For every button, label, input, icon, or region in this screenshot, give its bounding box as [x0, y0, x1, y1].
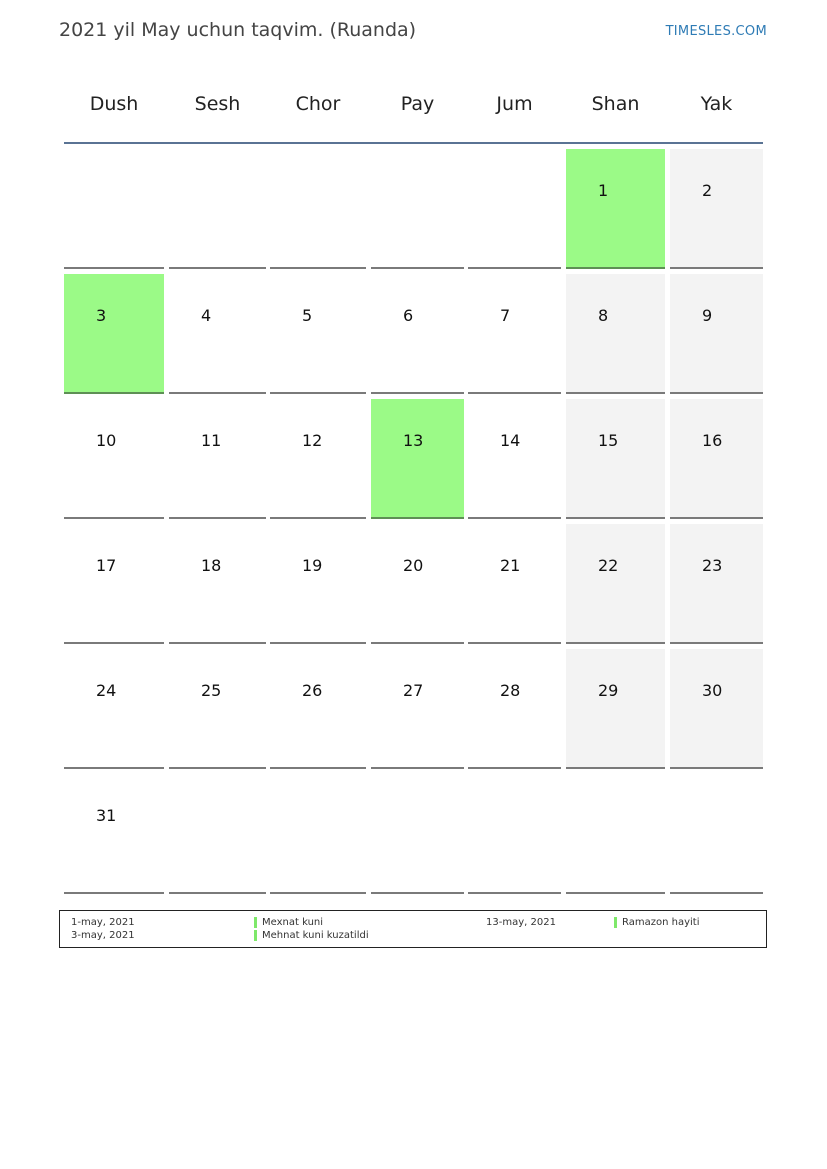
cell-divider: [566, 517, 665, 519]
weekday-label: Chor: [295, 93, 341, 115]
cell-divider: [270, 267, 366, 269]
day-cell[interactable]: [670, 649, 763, 769]
cell-divider: [468, 642, 561, 644]
cell-divider: [566, 767, 665, 769]
day-number: 22: [598, 556, 619, 575]
legend-date: 13-may, 2021: [486, 917, 556, 928]
day-number: 29: [598, 681, 619, 700]
day-number: 19: [302, 556, 323, 575]
holiday-legend: [59, 910, 767, 948]
weekday-label: Shan: [591, 93, 640, 115]
day-cell[interactable]: [566, 524, 665, 644]
day-cell[interactable]: [64, 399, 164, 519]
day-number: 23: [702, 556, 723, 575]
empty-cell: [371, 774, 464, 894]
cell-divider: [371, 267, 464, 269]
day-cell[interactable]: [64, 524, 164, 644]
day-cell[interactable]: [566, 149, 665, 269]
cell-divider: [371, 892, 464, 894]
cell-divider: [566, 267, 665, 269]
day-number: 17: [96, 556, 117, 575]
day-number: 6: [403, 306, 414, 325]
legend-date: 1-may, 2021: [71, 917, 135, 928]
day-number: 20: [403, 556, 424, 575]
day-number: 9: [702, 306, 713, 325]
header-rule: [64, 142, 763, 144]
cell-divider: [468, 267, 561, 269]
weekday-label: Dush: [89, 93, 139, 115]
empty-cell: [468, 149, 561, 269]
weekday-label: Yak: [700, 93, 733, 115]
day-cell[interactable]: [371, 524, 464, 644]
day-number: 12: [302, 431, 323, 450]
cell-divider: [169, 267, 266, 269]
cell-divider: [270, 767, 366, 769]
day-cell[interactable]: [566, 399, 665, 519]
cell-divider: [566, 642, 665, 644]
day-number: 31: [96, 806, 117, 825]
weekday-label: Sesh: [194, 93, 241, 115]
day-number: 21: [500, 556, 521, 575]
cell-divider: [270, 642, 366, 644]
weekday-label: Jum: [496, 93, 533, 115]
day-cell[interactable]: [270, 649, 366, 769]
cell-divider: [670, 267, 763, 269]
empty-cell: [468, 774, 561, 894]
legend-name: Ramazon hayiti: [622, 917, 700, 928]
cell-divider: [371, 517, 464, 519]
weekday-label: Pay: [400, 93, 435, 115]
cell-divider: [270, 392, 366, 394]
cell-divider: [64, 892, 164, 894]
cell-divider: [64, 642, 164, 644]
day-cell[interactable]: [566, 274, 665, 394]
day-number: 30: [702, 681, 723, 700]
empty-cell: [566, 774, 665, 894]
day-number: 26: [302, 681, 323, 700]
cell-divider: [64, 267, 164, 269]
cell-divider: [270, 517, 366, 519]
legend-color-bar: [254, 930, 257, 941]
day-number: 16: [702, 431, 723, 450]
day-cell[interactable]: [169, 649, 266, 769]
cell-divider: [468, 767, 561, 769]
day-cell[interactable]: [670, 149, 763, 269]
day-cell[interactable]: [64, 274, 164, 394]
cell-divider: [468, 892, 561, 894]
day-cell[interactable]: [169, 274, 266, 394]
brand-link[interactable]: TIMESLES.COM: [665, 24, 767, 39]
legend-color-bar: [614, 917, 617, 928]
cell-divider: [566, 892, 665, 894]
cell-divider: [670, 517, 763, 519]
cell-divider: [566, 392, 665, 394]
day-number: 24: [96, 681, 117, 700]
cell-divider: [670, 892, 763, 894]
day-cell[interactable]: [670, 399, 763, 519]
day-cell[interactable]: [169, 399, 266, 519]
day-cell[interactable]: [468, 274, 561, 394]
cell-divider: [169, 642, 266, 644]
cell-divider: [468, 517, 561, 519]
day-cell[interactable]: [169, 524, 266, 644]
cell-divider: [371, 767, 464, 769]
day-number: 5: [302, 306, 313, 325]
cell-divider: [169, 517, 266, 519]
day-number: 15: [598, 431, 619, 450]
cell-divider: [371, 392, 464, 394]
day-cell[interactable]: [468, 524, 561, 644]
day-cell[interactable]: [64, 649, 164, 769]
legend-name: Mehnat kuni kuzatildi: [262, 930, 369, 941]
cell-divider: [371, 642, 464, 644]
empty-cell: [670, 774, 763, 894]
day-cell[interactable]: [270, 524, 366, 644]
day-cell[interactable]: [566, 649, 665, 769]
empty-cell: [371, 149, 464, 269]
day-number: 25: [201, 681, 222, 700]
day-number: 10: [96, 431, 117, 450]
day-number: 7: [500, 306, 511, 325]
cell-divider: [270, 892, 366, 894]
day-cell[interactable]: [371, 274, 464, 394]
day-number: 11: [201, 431, 222, 450]
day-number: 2: [702, 181, 713, 200]
legend-date: 3-may, 2021: [71, 930, 135, 941]
empty-cell: [64, 149, 164, 269]
cell-divider: [169, 892, 266, 894]
cell-divider: [670, 767, 763, 769]
cell-divider: [670, 392, 763, 394]
day-cell[interactable]: [371, 399, 464, 519]
day-cell[interactable]: [64, 774, 164, 894]
cell-divider: [64, 392, 164, 394]
day-number: 3: [96, 306, 107, 325]
day-cell[interactable]: [670, 524, 763, 644]
day-cell[interactable]: [468, 649, 561, 769]
day-number: 8: [598, 306, 609, 325]
cell-divider: [670, 642, 763, 644]
legend-color-bar: [254, 917, 257, 928]
cell-divider: [64, 517, 164, 519]
empty-cell: [169, 774, 266, 894]
day-cell[interactable]: [270, 274, 366, 394]
weekday-header: [64, 88, 763, 120]
legend-name: Mexnat kuni: [262, 917, 324, 928]
empty-cell: [270, 774, 366, 894]
empty-cell: [169, 149, 266, 269]
page-title: 2021 yil May uchun taqvim. (Ruanda): [59, 19, 417, 41]
day-cell[interactable]: [468, 399, 561, 519]
day-cell[interactable]: [270, 399, 366, 519]
empty-cell: [270, 149, 366, 269]
cell-divider: [169, 767, 266, 769]
cell-divider: [468, 392, 561, 394]
day-number: 28: [500, 681, 521, 700]
day-cell[interactable]: [670, 274, 763, 394]
cell-divider: [64, 767, 164, 769]
day-number: 14: [500, 431, 521, 450]
cell-divider: [169, 392, 266, 394]
day-number: 4: [201, 306, 212, 325]
day-number: 1: [598, 181, 609, 200]
day-number: 18: [201, 556, 222, 575]
day-number: 27: [403, 681, 424, 700]
day-cell[interactable]: [371, 649, 464, 769]
day-number: 13: [403, 431, 424, 450]
